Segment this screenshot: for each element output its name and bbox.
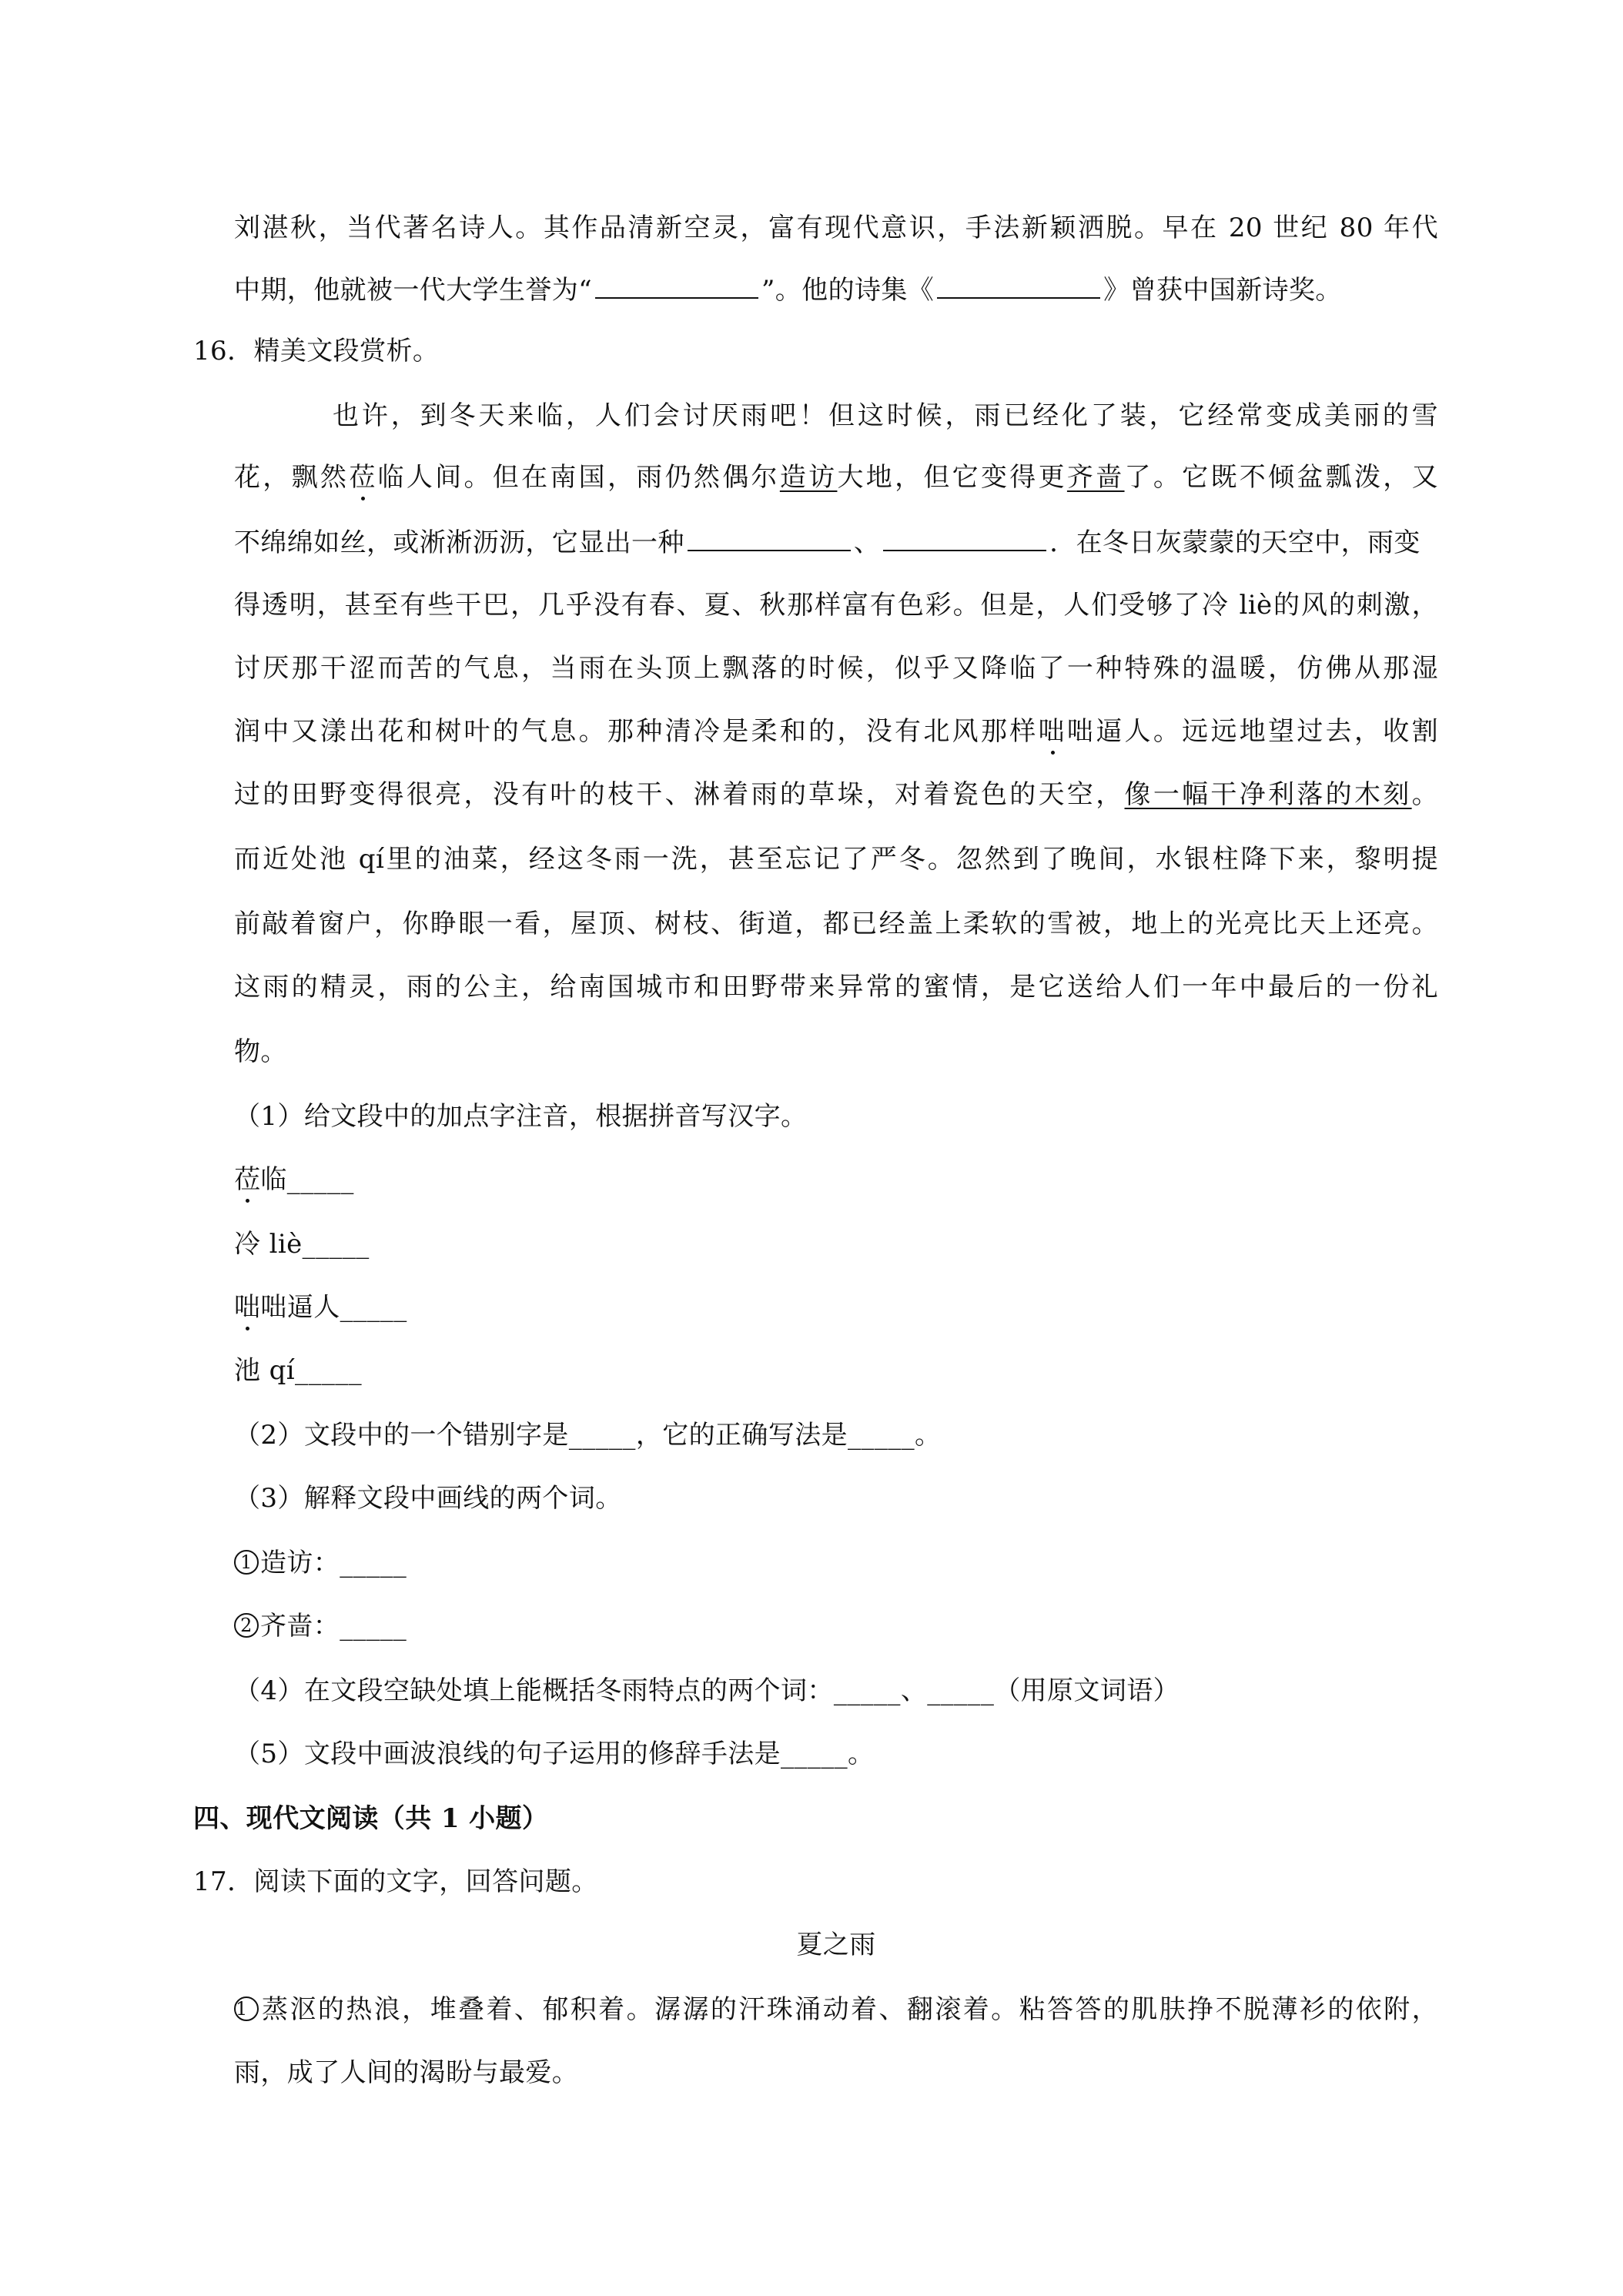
dotted-char: 莅: [349, 462, 378, 493]
passage-line-5: 讨厌那干涩而苦的气息，当雨在头顶上飘落的时候，似乎又降临了一种特殊的温暖，仿佛从那湿: [234, 653, 1438, 684]
passage-text: 润中又漾出花和树叶的气息。那种清冷是柔和的，没有北风那样: [234, 716, 1039, 747]
underlined-word-zaofang: 造访: [779, 462, 838, 493]
passage-text: 不绵绵如丝，或淅淅沥沥，它显出一种: [234, 527, 684, 558]
section-heading: 四、现代文阅读（共 1 小题）: [193, 1803, 549, 1834]
circled-number: 2: [234, 1613, 259, 1638]
passage-text: 大地，但它变得更: [837, 462, 1067, 493]
passage-text: 了。它既不倾盆瓢泼，又: [1124, 462, 1438, 493]
passage-text: 过的田野变得很亮，没有叶的枝干、淋着雨的草垛，对着瓷色的天空，: [234, 779, 1125, 810]
answer-text: 造访：_____: [260, 1548, 407, 1578]
intro-line-2: [234, 274, 1342, 306]
intro-line-1: 刘湛秋，当代著名诗人。其作品清新空灵，富有现代意识，手法新颖洒脱。早在 20 世纪 80 年代: [234, 213, 1438, 243]
answer-blank-feature-1[interactable]: [688, 527, 851, 551]
circled-number: 1: [234, 1996, 259, 2021]
essay-title: 夏之雨: [796, 1930, 876, 1960]
passage-text: 临人间。但在南国，雨仍然偶尔: [377, 462, 780, 493]
intro-text-c: 》曾获中国新诗奖。: [1103, 275, 1342, 306]
sub-question-5: （5）文段中画波浪线的句子运用的修辞手法是_____。: [234, 1739, 875, 1769]
answer-blank-collection[interactable]: [937, 274, 1100, 299]
wavy-underlined-sentence: 像一幅干净利落的木刻: [1124, 779, 1412, 810]
answer-text: 咄逼人_____: [260, 1292, 407, 1323]
circled-number: 1: [234, 1550, 259, 1575]
essay-line-1: [234, 1994, 1438, 2025]
answer-item-4: 池 qí_____: [234, 1355, 363, 1386]
answer-text: 临_____: [260, 1164, 354, 1195]
passage-line-7: [234, 779, 1438, 810]
passage-text: 咄逼人。远远地望过去，收割: [1066, 716, 1438, 747]
passage-line-11: 物。: [234, 1036, 287, 1067]
sub-question-3: （3）解释文段中画线的两个词。: [234, 1483, 622, 1514]
sub-question-1: （1）给文段中的加点字注音，根据拼音写汉字。: [234, 1101, 808, 1132]
answer-text: 齐啬：_____: [260, 1611, 407, 1642]
passage-line-1: 也许，到冬天来临，人们会讨厌雨吧！但这时候，雨已经化了装，它经常变成美丽的雪: [333, 400, 1438, 431]
answer-item-3: [234, 1292, 407, 1323]
passage-line-6: [234, 716, 1438, 747]
question-16-title: 16．精美文段赏析。: [193, 336, 440, 366]
passage-line-2: [234, 462, 1438, 493]
dotted-char: 莅: [234, 1164, 261, 1195]
passage-text: 、: [853, 527, 881, 558]
passage-line-4: 得透明，甚至有些干巴，几乎没有春、夏、秋那样富有色彩。但是，人们受够了冷 liè的风的刺激，: [234, 590, 1438, 621]
passage-text: 。: [1411, 779, 1438, 810]
answer-blank-feature-2[interactable]: [883, 527, 1046, 551]
intro-text-b: ”。他的诗集《: [761, 275, 935, 306]
essay-text: 蒸沤的热浪，堆叠着、郁积着。潺潺的汗珠涌动着、翻滚着。粘答答的肌肤挣不脱薄衫的依附，: [260, 1994, 1438, 2025]
dotted-char: 咄: [234, 1292, 261, 1323]
passage-line-9: 前敲着窗户，你睁眼一看，屋顶、树枝、街道，都已经盖上柔软的雪被，地上的光亮比天上还亮。: [234, 909, 1438, 939]
answer-blank-title[interactable]: [595, 274, 758, 299]
intro-text-a: 中期，他就被一代大学生誉为“: [234, 275, 592, 306]
sub-question-2: （2）文段中的一个错别字是_____，它的正确写法是_____。: [234, 1420, 942, 1451]
passage-text: ．在冬日灰蒙蒙的天空中，雨变: [1049, 527, 1421, 558]
dotted-char: 咄: [1038, 716, 1067, 747]
underlined-word-qise: 齐啬: [1066, 462, 1125, 493]
passage-line-10: 这雨的精灵，雨的公主，给南国城市和田野带来异常的蜜情，是它送给人们一年中最后的一份礼: [234, 972, 1438, 1002]
passage-line-8: 而近处池 qí里的油菜，经这冬雨一洗，甚至忘记了严冬。忽然到了晚间，水银柱降下来，黎明提: [234, 844, 1438, 875]
sub-answer-circled-2: [234, 1611, 407, 1642]
essay-line-2: 雨，成了人间的渴盼与最爱。: [234, 2057, 579, 2088]
answer-item-2: 冷 liè_____: [234, 1229, 370, 1260]
sub-question-4: （4）在文段空缺处填上能概括冬雨特点的两个词：_____、_____（用原文词语）: [234, 1675, 1180, 1706]
passage-line-3: [234, 527, 1421, 558]
answer-item-1: [234, 1164, 354, 1195]
sub-answer-circled-1: [234, 1548, 407, 1578]
question-17-title: 17．阅读下面的文字，回答问题。: [193, 1866, 598, 1897]
passage-text: 花，飘然: [234, 462, 350, 493]
